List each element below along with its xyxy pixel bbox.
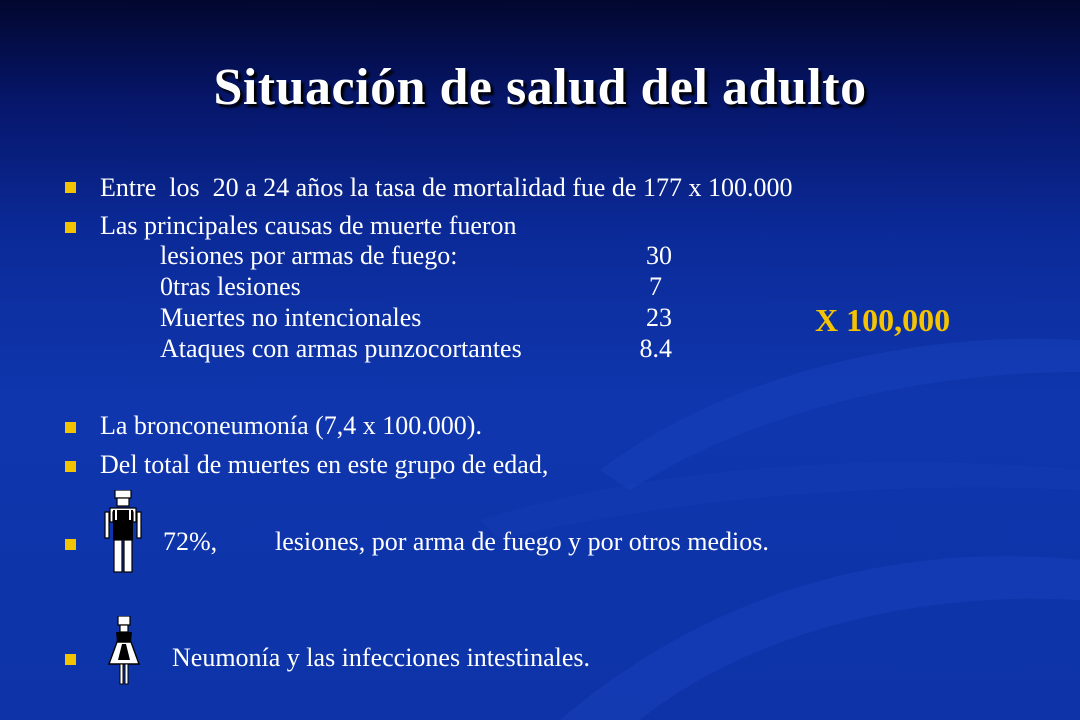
cause-value: 7 xyxy=(649,272,662,301)
bullet-main-causes: Las principales causas de muerte fueron xyxy=(100,211,517,240)
male-figure-icon xyxy=(104,490,142,574)
cause-value: 8.4 xyxy=(639,334,672,363)
cause-label: 0tras lesiones xyxy=(160,272,301,301)
bullet-marker xyxy=(65,654,76,665)
female-figure-icon xyxy=(108,616,140,686)
cause-value: 23 xyxy=(646,303,672,332)
bullet-marker xyxy=(65,182,76,193)
bullet-injuries: lesiones, por arma de fuego y por otros medios. xyxy=(275,527,769,556)
bullet-marker xyxy=(65,222,76,233)
page-title: Situación de salud del adulto xyxy=(213,59,867,116)
cause-value: 30 xyxy=(646,241,672,270)
bullet-marker xyxy=(65,422,76,433)
bullet-marker xyxy=(65,461,76,472)
bullet-mortality-rate: Entre los 20 a 24 años la tasa de mortalidad fue de 177 x 100.000 xyxy=(100,173,793,202)
bullet-bronchopneumonia: La bronconeumonía (7,4 x 100.000). xyxy=(100,411,482,440)
bullet-marker xyxy=(65,539,76,550)
percentage-value: 72%, xyxy=(163,527,218,556)
rate-factor: X 100,000 xyxy=(815,302,951,338)
bullet-total-deaths: Del total de muertes en este grupo de edad, xyxy=(100,450,549,479)
bullet-pneumonia: Neumonía y las infecciones intestinales. xyxy=(172,643,591,672)
cause-label: lesiones por armas de fuego: xyxy=(160,241,458,270)
cause-label: Muertes no intencionales xyxy=(160,303,422,332)
cause-label: Ataques con armas punzocortantes xyxy=(160,334,522,363)
